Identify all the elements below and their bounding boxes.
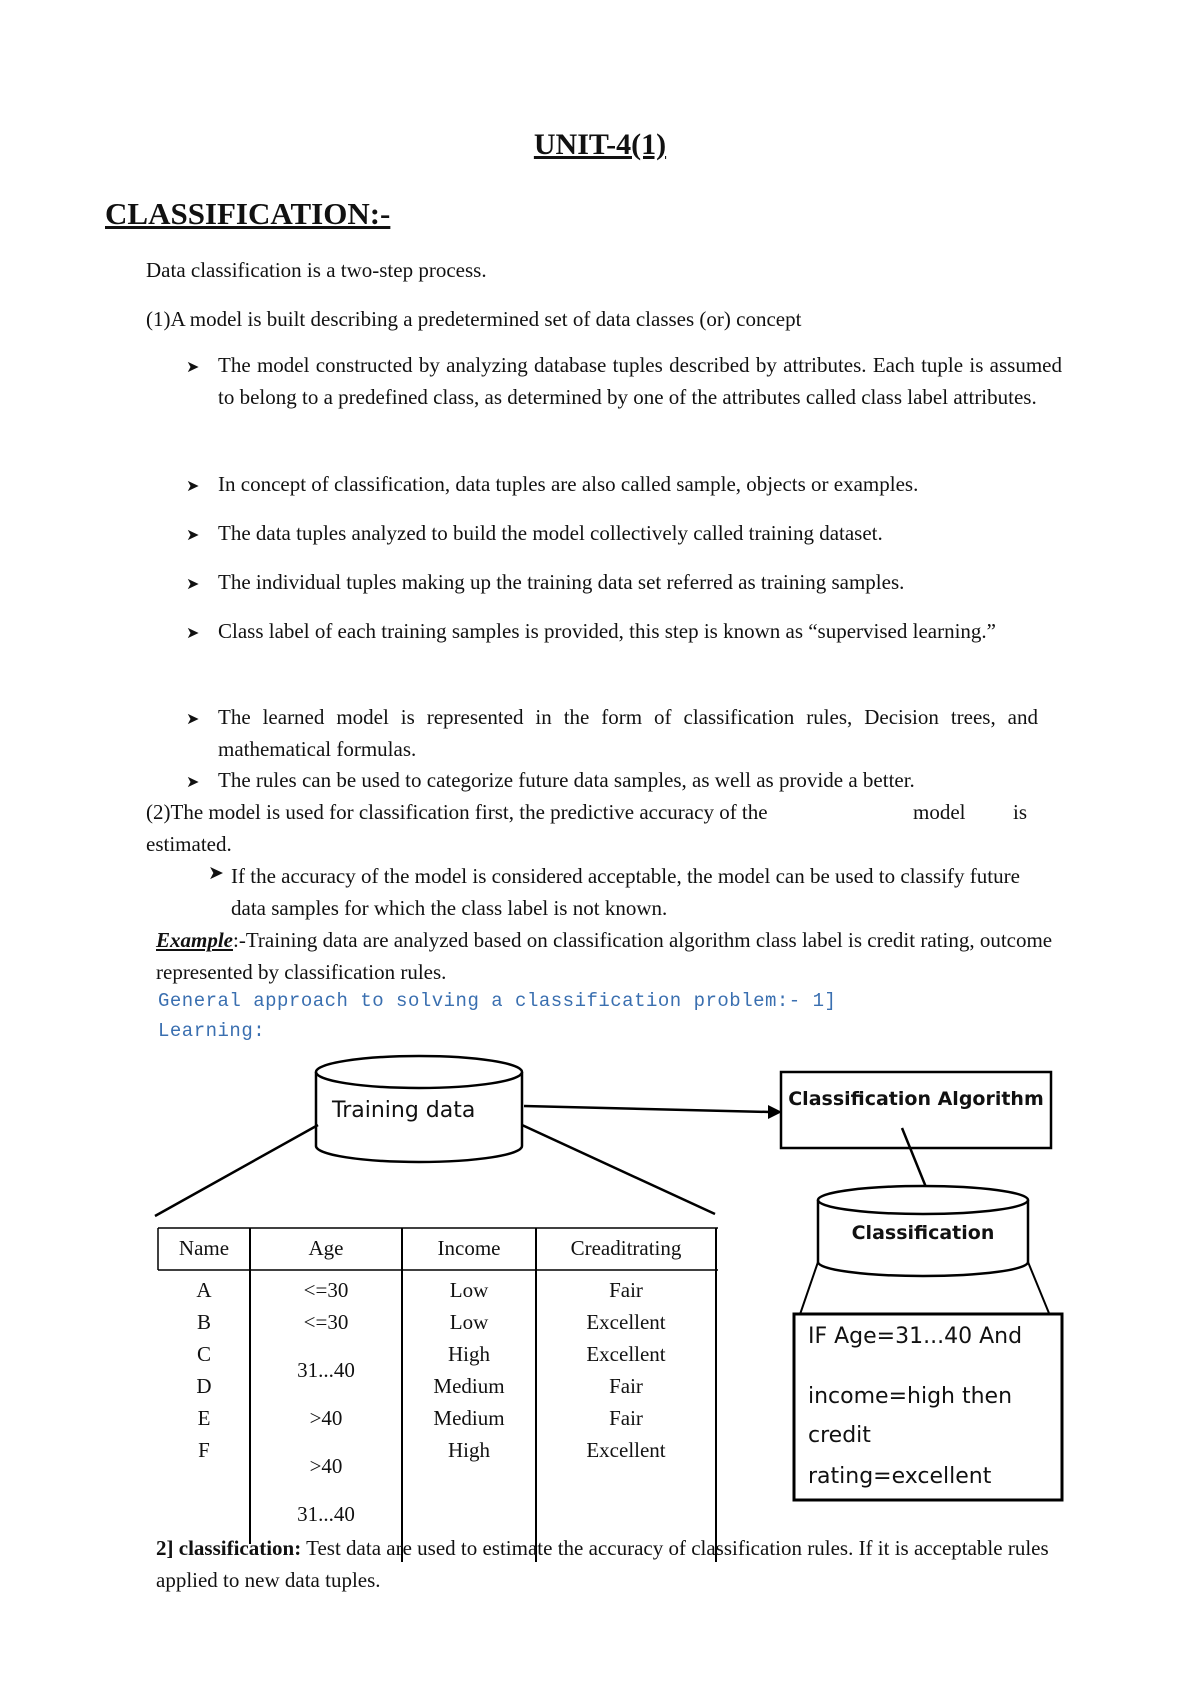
bullet-item: In concept of classification, data tuples are also called sample, objects or examples. [218, 472, 919, 496]
intro-text: Data classification is a two-step process. [146, 258, 487, 282]
connector-line [155, 1125, 318, 1216]
algorithm-box [781, 1072, 1051, 1148]
bullet-icon: ➤ [186, 359, 200, 376]
table-cell-name: D [196, 1374, 212, 1398]
step-one-text: (1)A model is built describing a predetermined set of data classes (or) concept [146, 307, 802, 331]
learning-label: Learning: [158, 1020, 266, 1042]
bullet-icon: ➤ [186, 625, 200, 642]
table-cell-income: High [448, 1342, 490, 1366]
table-cell-rating: Excellent [586, 1438, 666, 1462]
example-text: :-Training data are analyzed based on classification algorithm class label is credit rating, outcome represented by classification rules. [156, 928, 1053, 984]
step-two-word-is: is [1013, 800, 1028, 824]
arrow-bullet-icon: ➤ [208, 863, 224, 884]
table-cell-income: Medium [433, 1406, 505, 1430]
algorithm-label: Classification Algorithm [788, 1088, 1044, 1110]
table-cell-age: 31...40 [297, 1358, 355, 1382]
classification-step-label: 2] classification: [156, 1536, 302, 1560]
section-title: CLASSIFICATION:- [105, 196, 391, 231]
table-cell-age: <=30 [303, 1310, 349, 1334]
table-cell-age: 31...40 [297, 1502, 355, 1526]
step-two-word-model: model [913, 800, 966, 824]
rule-line: income=high then [808, 1384, 1013, 1409]
unit-title: UNIT-4(1) [533, 128, 667, 161]
arrow-to-algorithm [524, 1106, 770, 1112]
training-data-label: Training data [332, 1098, 476, 1123]
table-header: Creaditrating [570, 1236, 682, 1260]
table-cell-rating: Fair [609, 1278, 643, 1302]
bullet-icon: ➤ [186, 711, 200, 728]
table-cell-income: Low [449, 1310, 489, 1334]
classification-paragraph [156, 1532, 1056, 1596]
general-approach-line: General approach to solving a classification problem:- 1] [158, 990, 837, 1012]
bullet-item: The data tuples analyzed to build the model collectively called training dataset. [218, 521, 883, 545]
table-cell-name: C [196, 1342, 211, 1366]
table-cell-rating: Fair [609, 1406, 643, 1430]
table-cell-income: High [448, 1438, 490, 1462]
bullet-item: The learned model is represented in the form of classification rules, Decision trees, and mathematical formulas. [218, 705, 1038, 761]
table-cell-age: >40 [309, 1406, 343, 1430]
bullet-icon: ➤ [186, 576, 200, 593]
connector-line [522, 1125, 715, 1214]
arrow-bullet-text: If the accuracy of the model is considered acceptable, the model can be used to classify future data samples for which the class label is not known. [231, 864, 1020, 920]
classification-step-text: Test data are used to estimate the accuracy of classification rules. If it is acceptable rules applied to new data tuples. [156, 1536, 1049, 1592]
step-two-text: (2)The model is used for classification first, the predictive accuracy of the [146, 800, 768, 824]
table-cell-name: F [198, 1438, 210, 1462]
table-cell-rating: Fair [609, 1374, 643, 1398]
bullet-item: Class label of each training samples is provided, this step is known as “supervised learning.” [218, 619, 996, 643]
rule-line: credit [808, 1423, 871, 1448]
table-cell-name: E [197, 1406, 211, 1430]
table-cell-age: <=30 [303, 1278, 349, 1302]
bullet-item: The model constructed by analyzing database tuples described by attributes. Each tuple is assumed to belong to a predefined class, as determined by one of the attributes called class label attributes. [218, 353, 1062, 409]
table-cell-income: Low [449, 1278, 489, 1302]
rule-line: rating=excellent [808, 1464, 992, 1489]
step-two-continued: estimated. [146, 832, 232, 856]
table-header: Age [308, 1236, 344, 1260]
table-cell-rating: Excellent [586, 1310, 666, 1334]
table-cell-age: >40 [309, 1454, 343, 1478]
rule-line: IF Age=31...40 And [808, 1324, 1023, 1349]
classification-label: Classification [851, 1222, 995, 1244]
table-header: Name [178, 1236, 230, 1260]
example-label: Example [156, 928, 233, 952]
bullet-icon: ➤ [186, 774, 200, 791]
bullet-icon: ➤ [186, 527, 200, 544]
bullet-item: The rules can be used to categorize future data samples, as well as provide a better. [218, 768, 915, 792]
bullet-item: The individual tuples making up the training data set referred as training samples. [218, 570, 905, 594]
table-cell-name: A [196, 1278, 212, 1302]
table-header: Income [437, 1236, 501, 1260]
table-cell-rating: Excellent [586, 1342, 666, 1366]
table-cell-name: B [196, 1310, 211, 1334]
table-cell-income: Medium [433, 1374, 505, 1398]
bullet-icon: ➤ [186, 478, 200, 495]
